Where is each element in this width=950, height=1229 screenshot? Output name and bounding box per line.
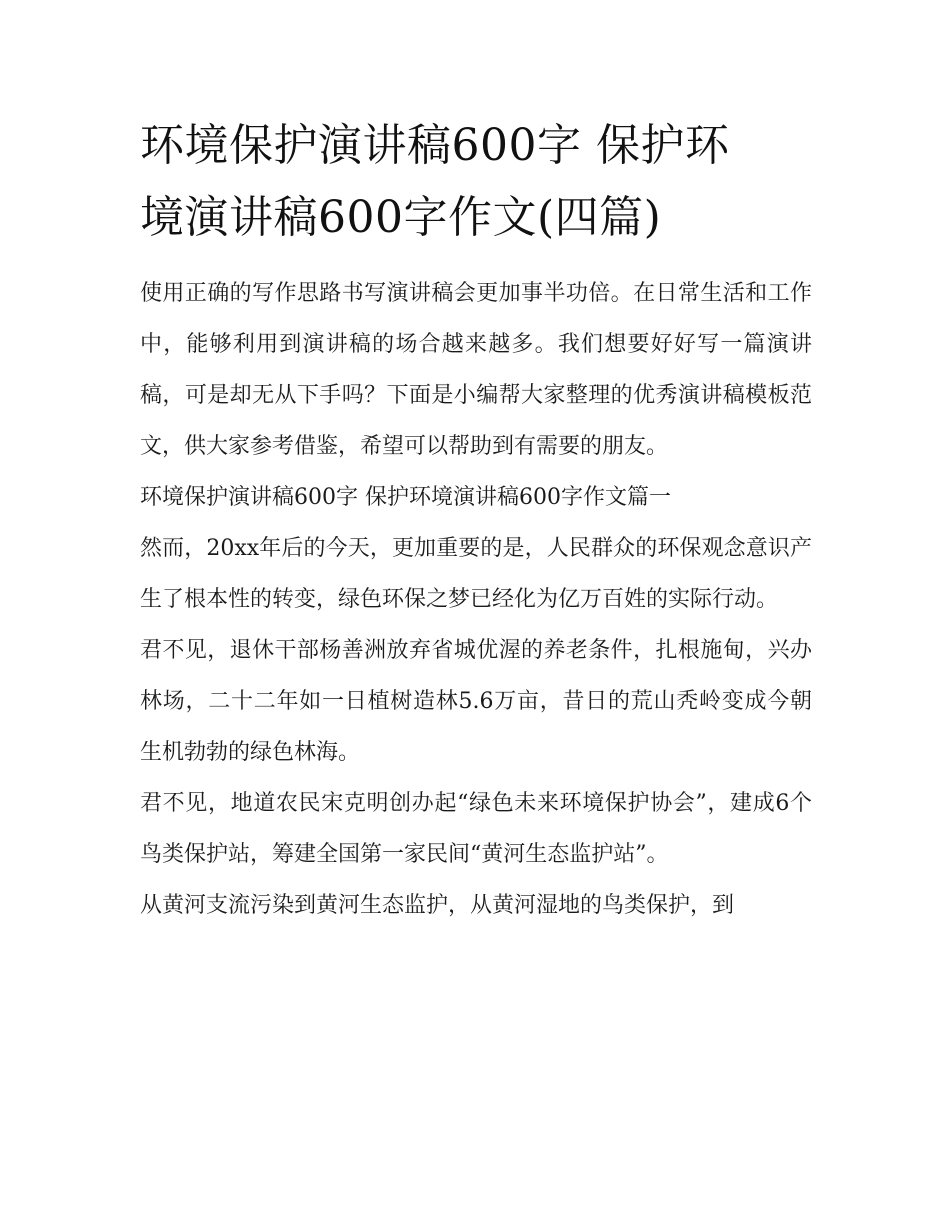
- title-line-2-text: 境演讲稿600字作文(四篇): [140, 192, 662, 243]
- document-body: [140, 268, 812, 931]
- title-line-1: [140, 110, 812, 182]
- document-title: [140, 110, 812, 254]
- body-paragraph: 然而，20xx年后的今天，更加重要的是，人民群众的环保观念意识产生了根本性的转变，绿色环保之梦已经化为亿万百姓的实际行动。: [140, 536, 812, 612]
- body-paragraph: 君不见，地道农民宋克明创办起“绿色未来环境保护协会”，建成6个鸟类保护站，筹建全国第一家民间“黄河生态监护站”。: [140, 791, 812, 867]
- title-line-1-text: 环境保护演讲稿600字 保护环: [140, 120, 730, 171]
- section-heading: 环境保护演讲稿600字 保护环境演讲稿600字作文篇一: [140, 485, 671, 510]
- body-paragraph: 君不见，退休干部杨善洲放弃省城优渥的养老条件，扎根施甸，兴办林场，二十二年如一日植树造林5.6万亩，昔日的荒山秃岭变成今朝生机勃勃的绿色林海。: [140, 638, 812, 765]
- body-paragraph: 从黄河支流污染到黄河生态监护，从黄河湿地的鸟类保护，到: [140, 893, 735, 918]
- document-content: [140, 110, 812, 931]
- title-line-2: [140, 182, 812, 254]
- intro-paragraph: 使用正确的写作思路书写演讲稿会更加事半功倍。在日常生活和工作中，能够利用到演讲稿的场合越来越多。我们想要好好写一篇演讲稿，可是却无从下手吗？下面是小编帮大家整理的优秀演讲稿模板范文，供大家参考借鉴，希望可以帮助到有需要的朋友。: [140, 281, 812, 459]
